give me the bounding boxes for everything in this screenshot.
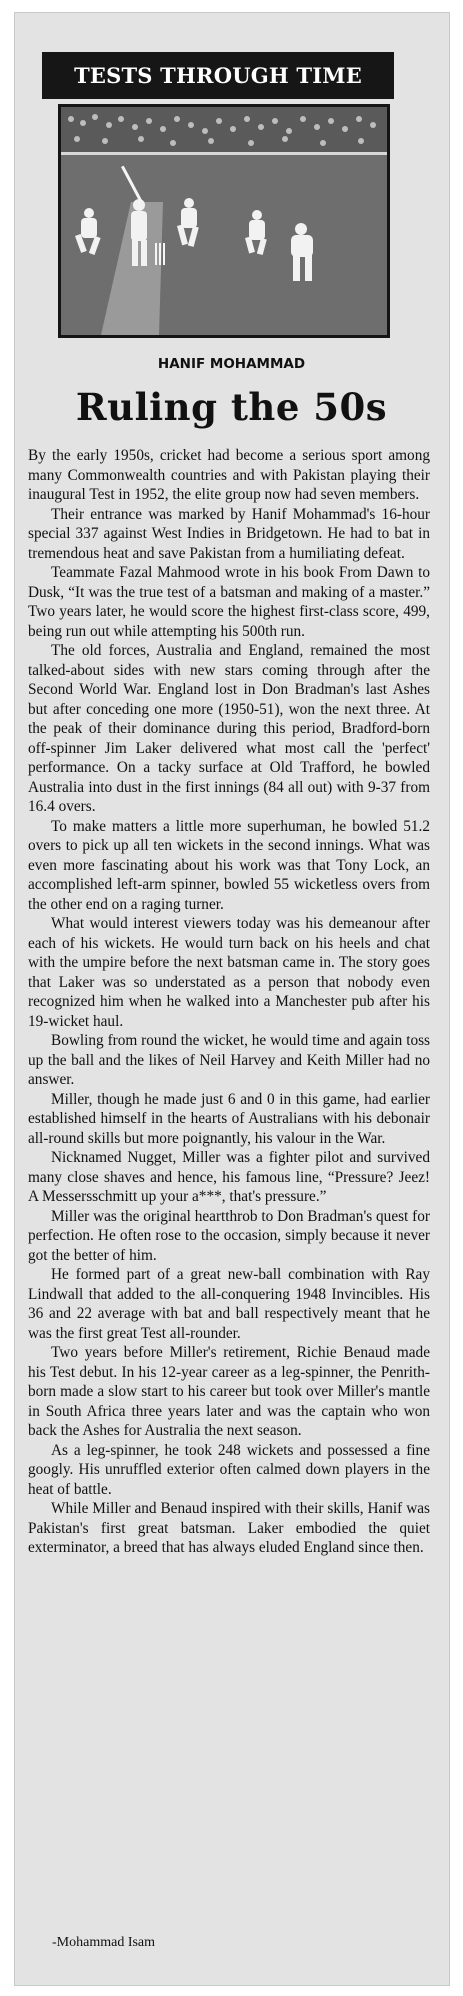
cricket-match-photo xyxy=(58,104,390,338)
article-kicker: HANIF MOHAMMAD xyxy=(157,356,306,372)
cricket-photo-illustration xyxy=(61,107,387,335)
article-paragraph: Two years before Miller's retirement, Richie Benaud made his Test debut. In his 12-year career as a leg-spinner, the Penrith-born made a slow start to his career but took over Miller's mantle in South Africa three years later and was the captain who won back the Ashes for Australia the next season. xyxy=(28,1344,430,1439)
section-title: TESTS THROUGH TIME xyxy=(74,63,362,88)
author-byline: -Mohammad Isam xyxy=(52,1935,156,1950)
section-banner xyxy=(42,52,394,99)
article-paragraph: Miller was the original heartthrob to Don Bradman's quest for perfection. He often rose to the occasion, simply because it never got the better of him. xyxy=(28,1207,430,1264)
article-paragraph: Teammate Fazal Mahmood wrote in his book From Dawn to Dusk, “It was the true test of a batsman and making of a master.” Two years later, he would score the highest first-class score, 499, being run out while attempting his 500th run. xyxy=(28,564,430,640)
article-paragraph: Their entrance was marked by Hanif Mohammad's 16-hour special 337 against West Indies in Bridgetown. He had to bat in tremendous heat and save Pakistan from a humiliating defeat. xyxy=(28,505,430,562)
article-paragraph: He formed part of a great new-ball combination with Ray Lindwall that added to the all-conquering 1948 Invincibles. His 36 and 22 average with bat and ball respectively meant that he was the first great Test all-rounder. xyxy=(28,1266,430,1342)
article-body xyxy=(28,446,430,1558)
article-paragraph: To make matters a little more superhuman, he bowled 51.2 overs to pick up all ten wickets in the second innings. What was even more fascinating about his work was that Tony Lock, an accomplished left-arm spinner, bowled 55 wicketless overs from the other end on a raging turner. xyxy=(28,817,430,913)
article-paragraph: Miller, though he made just 6 and 0 in this game, had earlier established himself in the hearts of Australians with his debonair all-round skills but more poignantly, his valour in the War. xyxy=(28,1090,430,1147)
article-paragraph: Nicknamed Nugget, Miller was a fighter pilot and survived many close shaves and hence, his famous line, “Pressure? Jeez! A Messersschmitt up your a***, that's pressure.” xyxy=(28,1149,430,1205)
article-headline: Ruling the 50s xyxy=(75,385,388,429)
article-paragraph: Bowling from round the wicket, he would time and again toss up the ball and the likes of Neil Harvey and Keith Miller had no answer. xyxy=(28,1032,430,1088)
article-paragraph: By the early 1950s, cricket had become a serious sport among many Commonwealth countries and with Pakistan playing their inaugural Test in 1952, the elite group now had seven members. xyxy=(28,447,430,503)
article-paragraph: While Miller and Benaud inspired with their skills, Hanif was Pakistan's first great batsman. Laker embodied the quiet exterminator, a breed that has always eluded England since then. xyxy=(28,1500,430,1556)
article-paragraph: The old forces, Australia and England, remained the most talked-about sides with new stars coming through after the Second World War. England lost in Don Bradman's last Ashes but after conceding one more (1950-51), won the next three. At the peak of their dominance during this period, Bradford-born off-spinner Jim Laker delivered what most call the 'perfect' performance. On a tacky surface at Old Trafford, he bowled Australia into dust in the first innings (84 all out) with 9-37 from 16.4 overs. xyxy=(28,642,430,815)
article-paragraph: What would interest viewers today was his demeanour after each of his wickets. He would turn back on his heels and chat with the umpire before the next batsman came in. The story goes that Laker was so understated as a person that nobody even recognized him when he walked into a Manchester pub after his 19-wicket haul. xyxy=(28,915,430,1030)
article-paragraph: As a leg-spinner, he took 248 wickets and possessed a fine googly. His unruffled exterior often calmed down players in the heat of battle. xyxy=(28,1441,430,1498)
